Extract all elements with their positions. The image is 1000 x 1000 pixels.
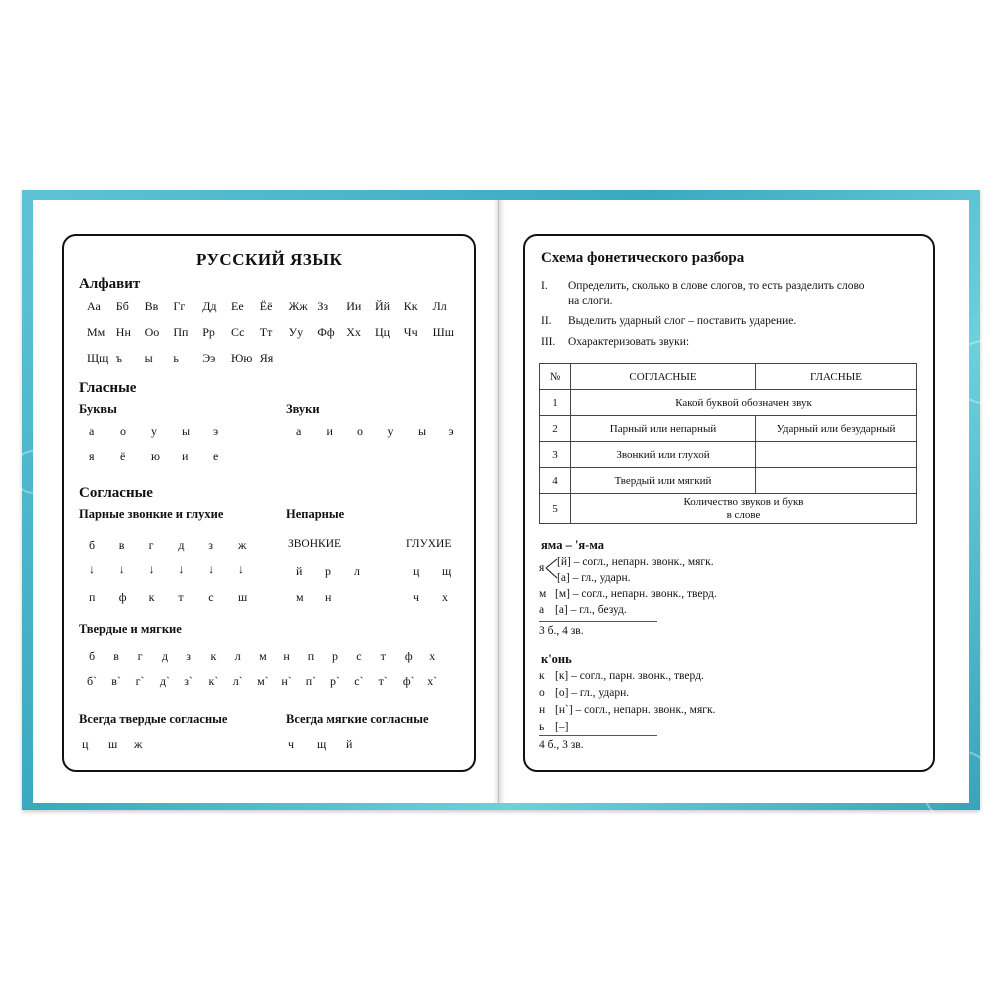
alphabet-letter: Нн (115, 325, 131, 339)
soft-consonant: б` (87, 674, 98, 688)
table-cell: Твердый или мягкий (571, 468, 756, 494)
always-hard-heading: Всегда твердые согласные (79, 712, 228, 726)
alphabet-letter: Чч (403, 325, 418, 339)
left-page (33, 200, 499, 803)
alphabet-letter: Гг (173, 299, 186, 313)
page-title: РУССКИЙ ЯЗЫК (196, 250, 343, 269)
always-soft-letter: щ (317, 737, 327, 751)
vowel-sound: э (448, 424, 454, 438)
alphabet-letter: Сс (231, 325, 245, 339)
soft-consonant: с` (354, 674, 364, 688)
alphabet-letter: Кк (403, 299, 418, 313)
always-hard-letter: ш (108, 737, 118, 751)
alphabet-letter: ъ (115, 351, 123, 365)
example-1-line-letter: м (539, 588, 547, 600)
paired-voiceless-letter: с (208, 590, 214, 604)
paired-voiceless-letter: ф (118, 590, 127, 604)
vowel-sounds-heading: Звуки (286, 402, 320, 416)
table-row-num: 1 (540, 390, 571, 416)
vowel-letter: ю (151, 449, 160, 463)
spine-shadow (493, 200, 505, 803)
alphabet-letter: Зз (317, 299, 329, 313)
table-cell-line: Количество звуков и букв (683, 495, 804, 508)
vowel-letter: я (89, 449, 95, 463)
alphabet-letter: ь (173, 351, 179, 365)
alphabet-letter: Бб (115, 299, 129, 313)
hard-soft-heading: Твердые и мягкие (79, 622, 182, 636)
vowel-sound: ы (418, 424, 427, 438)
hard-consonant: б (89, 649, 96, 663)
hard-consonant: х (429, 649, 436, 663)
paired-voiced-letter: г (148, 538, 154, 552)
vowels-heading: Гласные (79, 380, 137, 396)
always-hard-letter: ж (134, 737, 143, 751)
table-cell: Какой буквой обозначен звук (571, 390, 917, 416)
example-2-line-letter: ь (539, 721, 545, 733)
vowel-letter: у (151, 424, 157, 438)
soft-consonant: п` (305, 674, 317, 688)
phonetic-title: Схема фонетического разбора (541, 250, 745, 266)
alphabet-letter: Цц (375, 325, 391, 339)
always-hard-letter: ц (82, 737, 89, 751)
alphabet-letter: Яя (259, 351, 274, 365)
paired-voiceless-letter: т (178, 590, 184, 604)
down-arrow-icon: ↓ (118, 562, 125, 576)
vowel-sound: а (296, 424, 302, 438)
soft-consonant: к` (208, 674, 219, 688)
vowel-letter: ы (182, 424, 191, 438)
unpaired-voiceless-letter: ч (413, 590, 420, 604)
table-cell (756, 442, 917, 468)
left-page-frame (62, 234, 476, 772)
example-1-word: яма – 'я-ма (541, 538, 605, 552)
alphabet-letter: Тт (259, 325, 273, 339)
table-cell (571, 494, 917, 524)
example-1-summary: 3 б., 4 зв. (539, 625, 584, 637)
table-header-num: № (540, 364, 571, 390)
soft-consonant: ф` (402, 674, 415, 688)
step-1-num: I. (541, 280, 548, 292)
unpaired-voiced-letter: р (325, 564, 331, 578)
always-soft-heading: Всегда мягкие согласные (286, 712, 429, 726)
hard-consonant: ф (404, 649, 413, 663)
vowel-sound: у (387, 424, 394, 438)
example-2-line-text: [о] – гл., ударн. (555, 687, 630, 699)
soft-consonant: в` (111, 674, 121, 688)
table-cell (756, 468, 917, 494)
alphabet-heading: Алфавит (79, 276, 141, 292)
voiceless-label: ГЛУХИЕ (406, 538, 452, 550)
phonetic-table (539, 363, 917, 524)
table-cell: Парный или непарный (571, 416, 756, 442)
always-soft-letter: ч (288, 737, 295, 751)
vowel-sound: и (326, 424, 333, 438)
alphabet-letter: Уу (288, 325, 304, 339)
vowel-letters-heading: Буквы (79, 402, 117, 416)
down-arrow-icon: ↓ (148, 562, 155, 576)
table-header-vowels: ГЛАСНЫЕ (756, 364, 917, 390)
hard-consonant: к (210, 649, 217, 663)
paired-voiceless-letter: ш (238, 590, 248, 604)
alphabet-letter: Мм (87, 325, 106, 339)
soft-consonant: х` (427, 674, 438, 688)
table-row-num: 5 (540, 494, 571, 524)
paired-heading: Парные звонкие и глухие (79, 507, 224, 521)
vowel-letter: ё (120, 449, 126, 463)
down-arrow-icon: ↓ (89, 562, 95, 576)
alphabet-letter: Вв (144, 299, 159, 313)
down-arrow-icon: ↓ (178, 562, 185, 576)
table-header-consonants: СОГЛАСНЫЕ (571, 364, 756, 390)
unpaired-voiced-letter: л (354, 564, 360, 578)
alphabet-letter: Щщ (87, 351, 109, 365)
unpaired-voiced-letter: й (296, 564, 303, 578)
soft-consonant: т` (378, 674, 388, 688)
hard-consonant: г (137, 649, 143, 663)
table-row-num: 3 (540, 442, 571, 468)
unpaired-voiceless-letter: ц (413, 564, 420, 578)
divider (539, 621, 657, 622)
alphabet-letter: Жж (288, 299, 308, 313)
example-2-line-letter: о (539, 687, 545, 699)
alphabet-letter: Хх (346, 325, 361, 339)
paired-voiced-letter: б (89, 538, 96, 552)
paired-voiced-letter: з (208, 538, 213, 552)
example-1-line-text: [а] – гл., безуд. (555, 604, 627, 616)
unpaired-voiced-letter: н (325, 590, 332, 604)
soft-consonant: н` (281, 674, 292, 688)
alphabet-letter: Ээ (202, 351, 216, 365)
example-1-letter-ya: я (539, 562, 545, 574)
soft-consonant: м` (257, 674, 269, 688)
soft-consonant: р` (330, 674, 340, 688)
vowel-letter: и (182, 449, 189, 463)
alphabet-letter: Шш (432, 325, 454, 339)
table-row-num: 4 (540, 468, 571, 494)
example-2-summary: 4 б., 3 зв. (539, 739, 584, 751)
hard-consonant: м (259, 649, 267, 663)
alphabet-letter: Дд (202, 299, 217, 313)
example-2-line-text: [н`] – согл., непарн. звонк., мягк. (555, 704, 716, 716)
paired-voiced-letter: д (178, 538, 185, 552)
example-2-line-letter: к (539, 670, 545, 682)
soft-consonant: г` (135, 674, 145, 688)
hard-consonant: в (113, 649, 119, 663)
alphabet-letter: Ёё (259, 299, 273, 313)
alphabet-letter: Йй (375, 299, 391, 313)
step-1-text: Определить, сколько в слове слогов, то есть разделить слово (568, 280, 865, 292)
step-3-text: Охарактеризовать звуки: (568, 336, 690, 348)
soft-consonant: д` (159, 674, 170, 688)
hard-consonant: н (283, 649, 290, 663)
hard-consonant: п (307, 649, 315, 663)
alphabet-letter: Аа (87, 299, 101, 313)
vowel-letter: а (89, 424, 95, 438)
voiced-label: ЗВОНКИЕ (288, 538, 342, 550)
hard-consonant: р (332, 649, 338, 663)
down-arrow-icon: ↓ (238, 562, 244, 576)
vowel-sound: о (357, 424, 363, 438)
example-2-line-text: [–] (555, 721, 569, 733)
alphabet-letter: Лл (432, 299, 447, 313)
paired-voiced-letter: ж (238, 538, 247, 552)
paired-voiceless-letter: к (148, 590, 155, 604)
paired-voiced-letter: в (118, 538, 125, 552)
example-1-line-letter: а (539, 604, 545, 616)
vowel-letter: о (120, 424, 126, 438)
example-2-line-text: [к] – согл., парн. звонк., тверд. (555, 670, 704, 682)
hard-consonant: з (186, 649, 191, 663)
step-1-text-cont: на слоги. (568, 295, 613, 307)
table-row-num: 2 (540, 416, 571, 442)
alphabet-letter: Пп (173, 325, 189, 339)
alphabet-letter: Юю (231, 351, 253, 365)
unpaired-voiceless-letter: щ (442, 564, 452, 578)
unpaired-heading: Непарные (286, 507, 345, 521)
soft-consonant: з` (184, 674, 193, 688)
alphabet-letter: Оо (144, 325, 160, 339)
alphabet-letter: Рр (202, 325, 215, 339)
example-2-word: к'онь (541, 652, 572, 666)
step-2-text: Выделить ударный слог – поставить ударение. (568, 315, 797, 327)
alphabet-letter: Ии (346, 299, 362, 313)
example-1-ya-line2: [а] – гл., ударн. (557, 572, 631, 584)
example-1-ya-line1: [й] – согл., непарн. звонк., мягк. (557, 556, 714, 568)
hard-consonant: л (234, 649, 241, 663)
always-soft-letter: й (346, 737, 353, 751)
alphabet-letter: ы (144, 351, 153, 365)
divider (539, 735, 657, 736)
alphabet-letter: Ее (231, 299, 244, 313)
soft-consonant: л` (232, 674, 243, 688)
vowel-letter: э (213, 424, 219, 438)
consonants-heading: Согласные (79, 485, 153, 501)
example-1-line-text: [м] – согл., непарн. звонк., тверд. (555, 588, 717, 600)
hard-consonant: д (161, 649, 168, 663)
hard-consonant: с (356, 649, 362, 663)
vowel-letter: е (213, 449, 219, 463)
example-2-line-letter: н (539, 704, 546, 716)
down-arrow-icon: ↓ (208, 562, 215, 576)
alphabet-letter: Фф (317, 325, 335, 339)
table-cell-line: в слове (726, 508, 761, 521)
unpaired-voiceless-letter: х (442, 590, 448, 604)
unpaired-voiced-letter: м (296, 590, 304, 604)
step-3-num: III. (541, 336, 556, 348)
paired-voiceless-letter: п (89, 590, 96, 604)
hard-consonant: т (380, 649, 386, 663)
table-cell: Звонкий или глухой (571, 442, 756, 468)
step-2-num: II. (541, 315, 552, 327)
table-cell: Ударный или безударный (756, 416, 917, 442)
